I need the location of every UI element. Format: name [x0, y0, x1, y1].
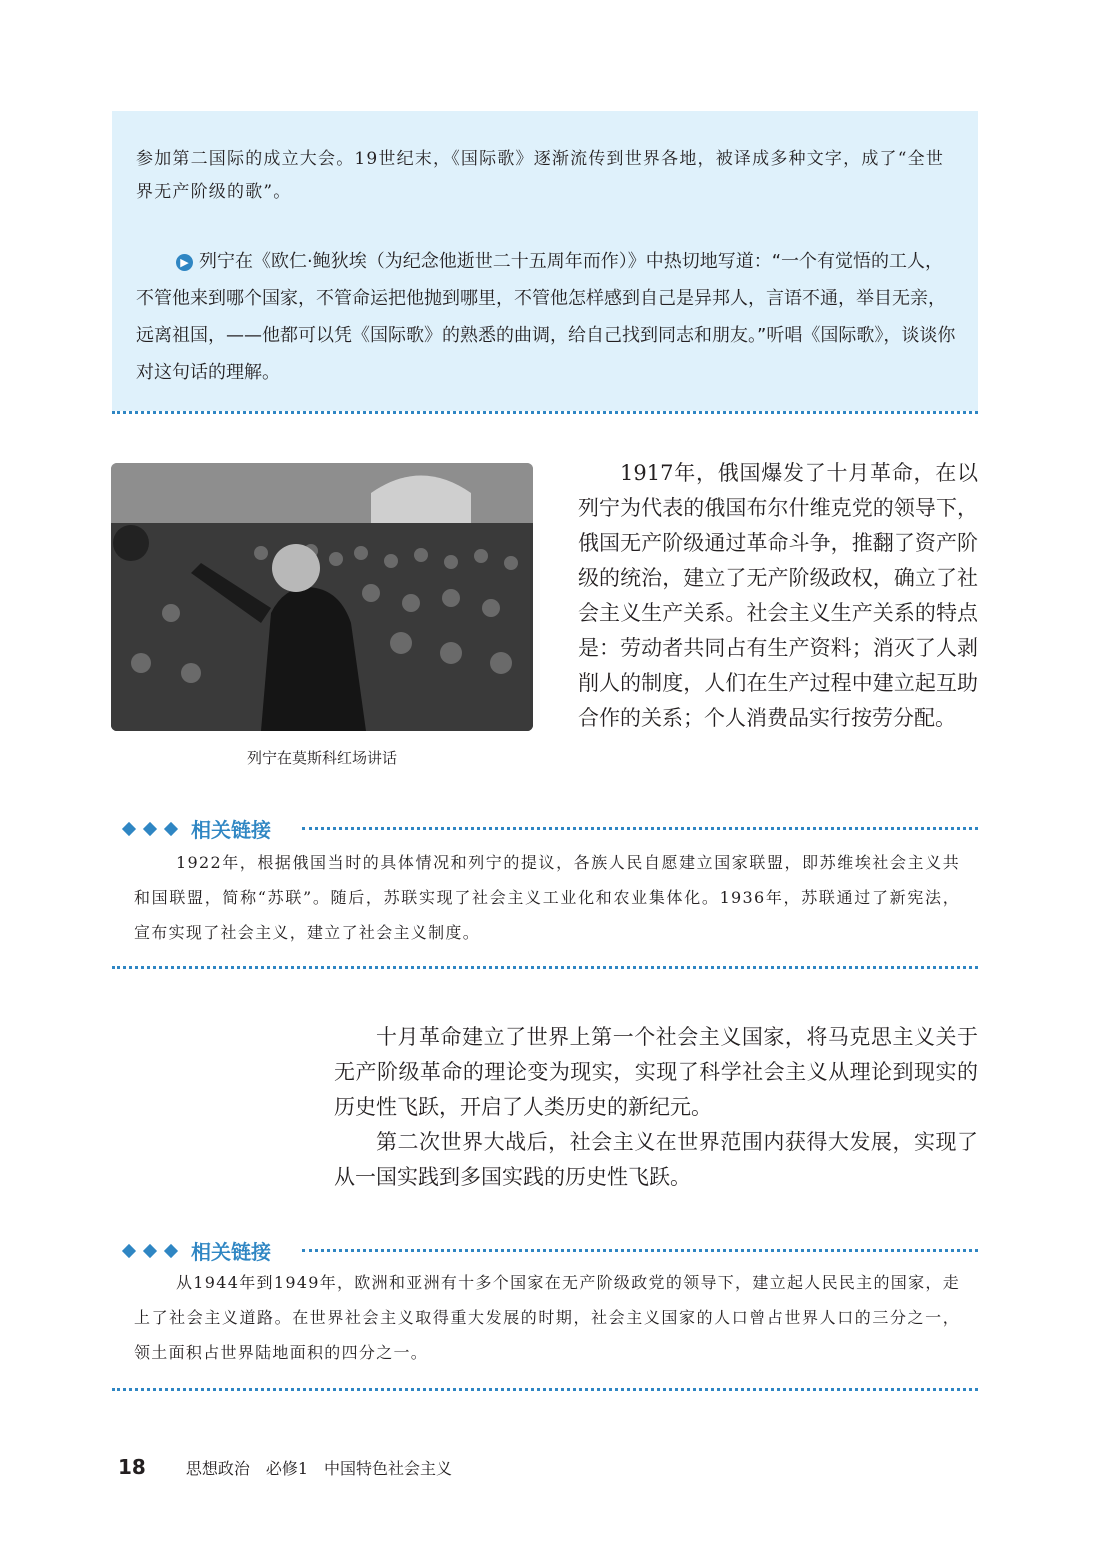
main-text: [334, 1020, 978, 1195]
divider: [112, 1388, 978, 1391]
diamond-icon: [122, 1243, 136, 1257]
activity-question: [136, 243, 958, 391]
book-title: 思想政治 必修1 中国特色社会主义: [185, 1459, 453, 1478]
arrow-right-icon: ▶: [176, 254, 193, 271]
divider: [112, 966, 978, 969]
right-column-text: [578, 456, 978, 736]
photo-lenin-red-square: [111, 463, 533, 731]
related-link-label: 相关链接: [191, 818, 271, 842]
related-link-text: 1922年，根据俄国当时的具体情况和列宁的提议，各族人民自愿建立国家联盟，即苏维埃社会主义共和国联盟，简称“苏联”。随后，苏联实现了社会主义工业化和农业集体化。1936年，苏联通过了新宪法，宣布实现了社会主义，建立了社会主义制度。: [134, 853, 960, 942]
activity-box: [112, 111, 978, 411]
related-link-label: 相关链接: [191, 1240, 271, 1264]
diamond-icon: [143, 1243, 157, 1257]
divider: [302, 827, 978, 830]
page-footer: [118, 1455, 452, 1479]
divider: [112, 411, 978, 414]
page-number: 18: [118, 1455, 146, 1479]
diamond-icon: [164, 821, 178, 835]
photo-illustration: [111, 463, 533, 731]
diamond-icon: [122, 821, 136, 835]
diamond-icon: [143, 821, 157, 835]
diamond-icon: [164, 1243, 178, 1257]
related-link-text: 从1944年到1949年，欧洲和亚洲有十多个国家在无产阶级政党的领导下，建立起人民民主的国家，走上了社会主义道路。在世界社会主义取得重大发展的时期，社会主义国家的人口曾占世界人口的三分之一，领土面积占世界陆地面积的四分之一。: [134, 1273, 960, 1362]
activity-question-text: 列宁在《欧仁·鲍狄埃（为纪念他逝世二十五周年而作）》中热切地写道：“一个有觉悟的工人，不管他来到哪个国家，不管命运把他抛到哪里，不管他怎样感到自己是异邦人，言语不通，举目无亲，远离祖国，——他都可以凭《国际歌》的熟悉的曲调，给自己找到同志和朋友。”听唱《国际歌》，谈谈你对这句话的理解。: [136, 251, 956, 383]
related-link-title: [124, 814, 271, 843]
body-paragraph: 1917年，俄国爆发了十月革命，在以列宁为代表的俄国布尔什维克党的领导下，俄国无产阶级通过革命斗争，推翻了资产阶级的统治，建立了无产阶级政权，确立了社会主义生产关系。社会主义生产关系的特点是：劳动者共同占有生产资料；消灭了人剥削人的制度，人们在生产过程中建立起互助合作的关系；个人消费品实行按劳分配。: [578, 461, 978, 730]
photo-caption: 列宁在莫斯科红场讲话: [246, 749, 397, 767]
body-paragraph: 第二次世界大战后，社会主义在世界范围内获得大发展，实现了从一国实践到多国实践的历史性飞跃。: [334, 1130, 978, 1189]
divider: [302, 1249, 978, 1252]
body-paragraph: 十月革命建立了世界上第一个社会主义国家，将马克思主义关于无产阶级革命的理论变为现实，实现了科学社会主义从理论到现实的历史性飞跃，开启了人类历史的新纪元。: [334, 1025, 978, 1119]
activity-box-para: 参加第二国际的成立大会。19世纪末，《国际歌》逐渐流传到世界各地，被译成多种文字，成了“全世界无产阶级的歌”。: [136, 149, 945, 202]
related-link-title: [124, 1236, 271, 1265]
